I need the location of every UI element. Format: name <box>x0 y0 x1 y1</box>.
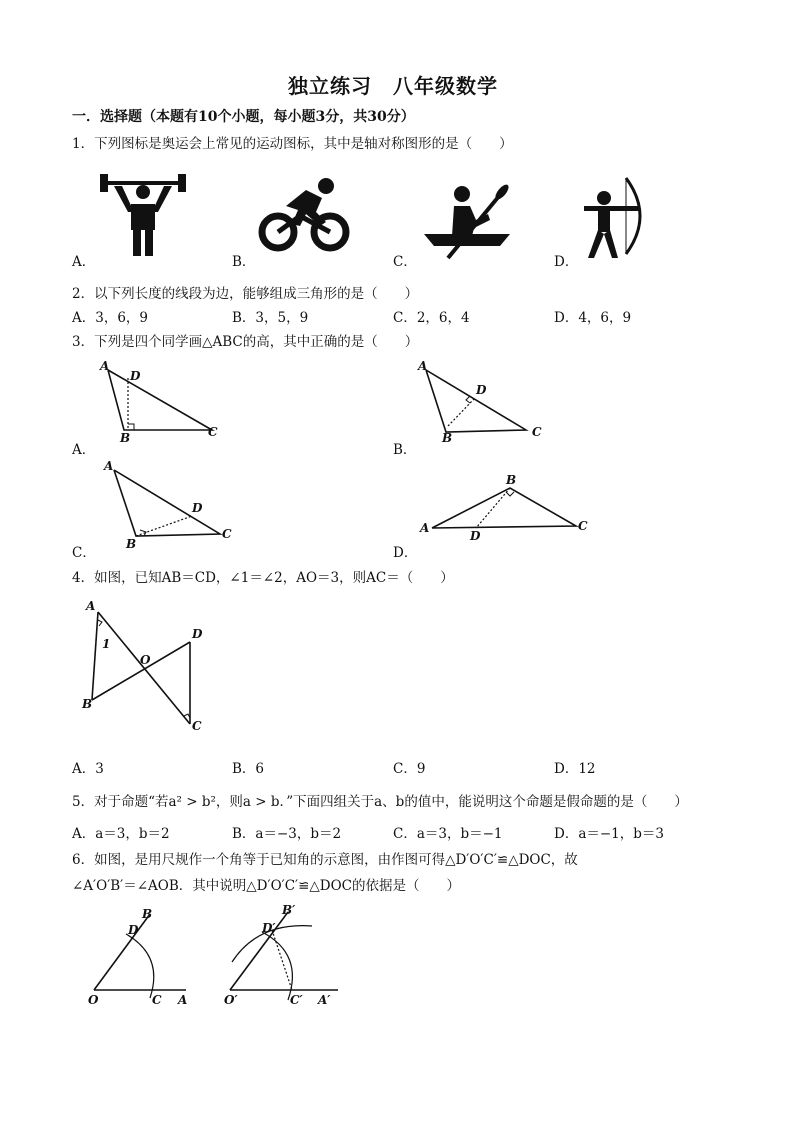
q3c-label-c: C <box>222 527 232 541</box>
q4-option-d: D．12 <box>554 761 596 777</box>
question-1-stem: 1．下列图标是奥运会上常见的运动图标，其中是轴对称图形的是（ ） <box>72 136 513 152</box>
kayak-icon <box>422 184 512 260</box>
q1-option-d: D． <box>554 254 579 270</box>
q4-label-d: D <box>192 627 203 641</box>
q5-option-d: D．a＝−1，b＝3 <box>554 826 665 842</box>
q6-label-a: A <box>178 993 188 1007</box>
q3b-label-c: C <box>532 425 542 439</box>
q3-option-d: D． <box>393 545 418 561</box>
q3-option-c: C． <box>72 545 96 561</box>
q3d-label-c: C <box>578 519 588 533</box>
q3d-label-b: B <box>506 473 517 487</box>
q3c-label-a: A <box>104 459 114 473</box>
q4-label-c: C <box>192 719 202 733</box>
cycling-icon <box>256 176 356 256</box>
q1-option-a: A． <box>72 254 96 270</box>
q4-option-b: B．6 <box>232 761 265 777</box>
q4-option-c: C．9 <box>393 761 426 777</box>
question-4-stem: 4．如图，已知AB＝CD，∠1＝∠2，AO＝3，则AC＝（ ） <box>72 570 454 586</box>
question-6-stem-line1: 6．如图，是用尺规作一个角等于已知角的示意图，由作图可得△D′O′C′≌△DOC，故 <box>72 852 578 868</box>
q3-option-b: B． <box>393 442 417 458</box>
q4-label-b: B <box>82 697 93 711</box>
q3-option-a: A． <box>72 442 96 458</box>
question-3-stem: 3．下列是四个同学画△ABC的高，其中正确的是（ ） <box>72 334 419 350</box>
q6-label-c: C <box>152 993 162 1007</box>
q3b-label-b: B <box>442 431 453 445</box>
q2-option-c: C．2，6，4 <box>393 310 470 326</box>
q6-label-b-prime: B′ <box>282 903 296 917</box>
q3d-label-d: D <box>470 529 481 543</box>
q3a-label-d: D <box>130 369 141 383</box>
q1-option-b: B． <box>232 254 256 270</box>
q6-label-b: B <box>142 907 153 921</box>
q6-label-d: D <box>128 923 139 937</box>
q4-label-o: O <box>140 653 151 667</box>
q3-figure-a <box>96 359 226 445</box>
q5-option-b: B．a＝−3，b＝2 <box>232 826 342 842</box>
section-heading: 一．选择题（本题有10个小题，每小题3分，共30分） <box>72 109 415 125</box>
q5-option-c: C．a＝3，b＝−1 <box>393 826 503 842</box>
q6-label-a-prime: A′ <box>318 993 331 1007</box>
q3a-label-c: C <box>208 425 218 439</box>
q4-label-a: A <box>86 599 96 613</box>
q2-option-a: A．3，6，9 <box>72 310 149 326</box>
q3a-label-b: B <box>120 431 131 445</box>
q1-option-c: C． <box>393 254 417 270</box>
q2-option-b: B．3，5，9 <box>232 310 309 326</box>
q6-figure-original-angle <box>86 906 196 1006</box>
q3-figure-b <box>416 359 550 445</box>
q2-option-d: D．4，6，9 <box>554 310 632 326</box>
q5-option-a: A．a＝3，b＝2 <box>72 826 170 842</box>
q6-figure-constructed-angle <box>222 900 352 1006</box>
q3b-label-d: D <box>476 383 487 397</box>
q3-figure-c <box>96 460 236 550</box>
question-5-stem: 5．对于命题“若a² > b²，则a > b．”下面四组关于a、b的值中，能说明这个命题是假命题的是（ ） <box>72 794 688 810</box>
q3a-label-a: A <box>100 359 110 373</box>
question-2-stem: 2．以下列长度的线段为边，能够组成三角形的是（ ） <box>72 286 419 302</box>
q4-label-angle1: 1 <box>102 637 111 651</box>
question-6-stem-line2: ∠A′O′B′＝∠AOB．其中说明△D′O′C′≌△DOC的依据是（ ） <box>72 878 461 894</box>
q3b-label-a: A <box>418 359 428 373</box>
page-title: 独立练习 八年级数学 <box>288 74 498 98</box>
q6-label-o-prime: O′ <box>224 993 238 1007</box>
q3c-label-d: D <box>192 501 203 515</box>
q3d-label-a: A <box>420 521 430 535</box>
q6-label-d-prime: D′ <box>262 921 276 935</box>
q6-label-c-prime: C′ <box>290 993 303 1007</box>
q6-label-o: O <box>88 993 99 1007</box>
q4-figure <box>80 596 220 741</box>
q3-figure-d <box>414 470 594 543</box>
weightlifting-icon <box>100 168 190 258</box>
q4-option-a: A．3 <box>72 761 104 777</box>
archery-icon <box>582 176 648 260</box>
q3c-label-b: B <box>126 537 137 551</box>
